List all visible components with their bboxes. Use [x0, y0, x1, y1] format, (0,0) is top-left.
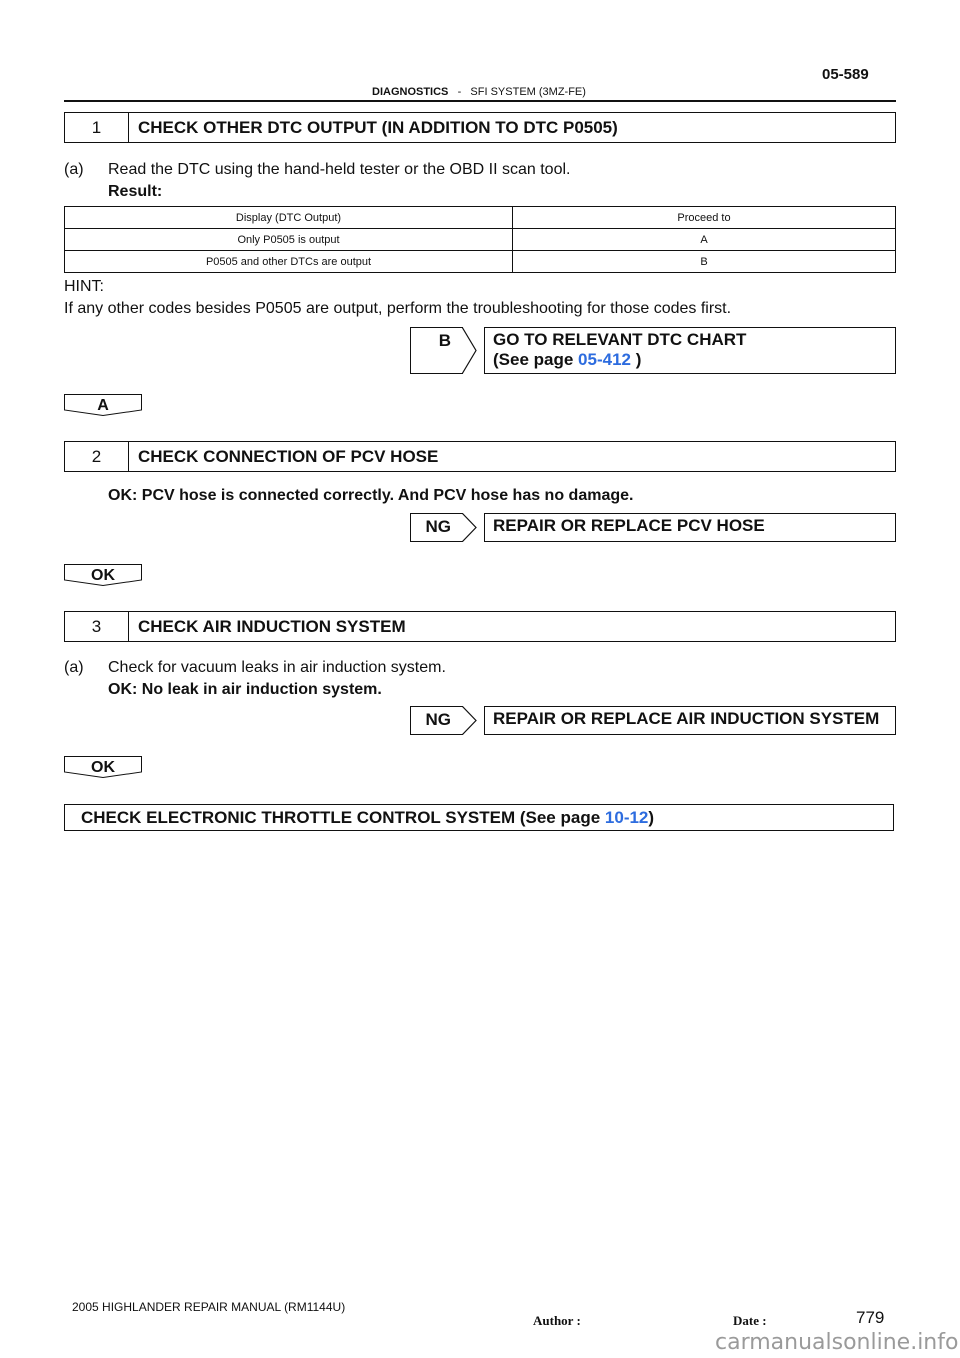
tab-label: OK: [91, 759, 115, 776]
watermark: carmanualsonline.info: [715, 1330, 959, 1355]
hint-text: If any other codes besides P0505 are output, perform the troubleshooting for those codes first.: [64, 300, 732, 317]
table-header-cell: Proceed to: [513, 207, 896, 229]
action-ng-pcv: [410, 513, 896, 542]
header-subsection: SFI SYSTEM (3MZ-FE): [470, 86, 586, 98]
step-1-bar: [64, 112, 896, 143]
step-2-ok-condition: OK: PCV hose is connected correctly. And PCV hose has no damage.: [108, 487, 634, 504]
table-row: [65, 251, 896, 273]
date-label: Date :: [733, 1313, 767, 1328]
step-number: 2: [65, 442, 129, 471]
step-number: 1: [65, 113, 129, 142]
arrow-right-icon: [461, 513, 477, 542]
action-code-badge: [410, 706, 463, 735]
see-page-suffix: ): [630, 350, 642, 369]
header-section: DIAGNOSTICS: [372, 86, 449, 98]
action-code-badge: [410, 327, 463, 374]
arrow-right-icon: [461, 327, 477, 374]
step-title: CHECK CONNECTION OF PCV HOSE: [138, 446, 439, 466]
table-cell: A: [513, 229, 896, 251]
hint-label: HINT:: [64, 278, 104, 295]
step-3-item-a-label: (a): [64, 659, 84, 676]
action-result-line-1: GO TO RELEVANT DTC CHART: [493, 330, 747, 349]
page-link[interactable]: 10-12: [604, 807, 649, 827]
table-header-row: [65, 207, 896, 229]
page-number: 779: [856, 1308, 885, 1327]
page-link[interactable]: 05-412: [578, 350, 631, 369]
action-code-badge: [410, 513, 463, 542]
final-prefix: CHECK ELECTRONIC THROTTLE CONTROL SYSTEM (See page: [81, 807, 601, 827]
step-title: CHECK AIR INDUCTION SYSTEM: [138, 616, 406, 636]
result-label: Result:: [108, 183, 163, 200]
result-tab-ok: [64, 756, 142, 778]
table-header-cell: Display (DTC Output): [65, 207, 513, 229]
step-1-item-a-text: Read the DTC using the hand-held tester or the OBD II scan tool.: [108, 161, 571, 178]
table-cell: B: [513, 251, 896, 273]
action-code: B: [438, 331, 451, 350]
arrow-right-icon: [461, 706, 477, 735]
header-rule: [64, 100, 896, 102]
final-check-box: [64, 804, 894, 831]
table-cell: P0505 and other DTCs are output: [65, 251, 513, 273]
step-3-bar: [64, 611, 896, 642]
tab-label: A: [97, 397, 109, 414]
result-table: [64, 206, 896, 273]
author-label: Author :: [533, 1313, 581, 1328]
manual-footer: 2005 HIGHLANDER REPAIR MANUAL (RM1144U): [72, 1300, 346, 1314]
step-3-item-a-text: Check for vacuum leaks in air induction system.: [108, 659, 446, 676]
step-title: CHECK OTHER DTC OUTPUT (IN ADDITION TO DTC P0505): [138, 117, 618, 137]
page-code: 05-589: [822, 66, 869, 83]
result-tab-ok: [64, 564, 142, 586]
header-separator: -: [457, 86, 462, 98]
action-result: REPAIR OR REPLACE PCV HOSE: [484, 513, 896, 542]
result-tab-a: [64, 394, 142, 416]
tab-label: OK: [91, 567, 115, 584]
step-number: 3: [65, 612, 129, 641]
action-b: [410, 327, 896, 374]
action-code: NG: [425, 710, 451, 729]
final-suffix: ): [648, 807, 655, 827]
action-ng-air: [410, 706, 896, 735]
step-1-item-a-label: (a): [64, 161, 84, 178]
table-cell: Only P0505 is output: [65, 229, 513, 251]
action-code: NG: [425, 517, 451, 536]
header-title: [372, 86, 586, 98]
step-3-ok-condition: OK: No leak in air induction system.: [108, 681, 382, 698]
action-result: [484, 327, 896, 374]
see-page-prefix: (See page: [493, 350, 579, 369]
step-2-bar: [64, 441, 896, 472]
table-row: [65, 229, 896, 251]
action-result-line-2: [493, 350, 887, 370]
action-result: REPAIR OR REPLACE AIR INDUCTION SYSTEM: [484, 706, 896, 735]
